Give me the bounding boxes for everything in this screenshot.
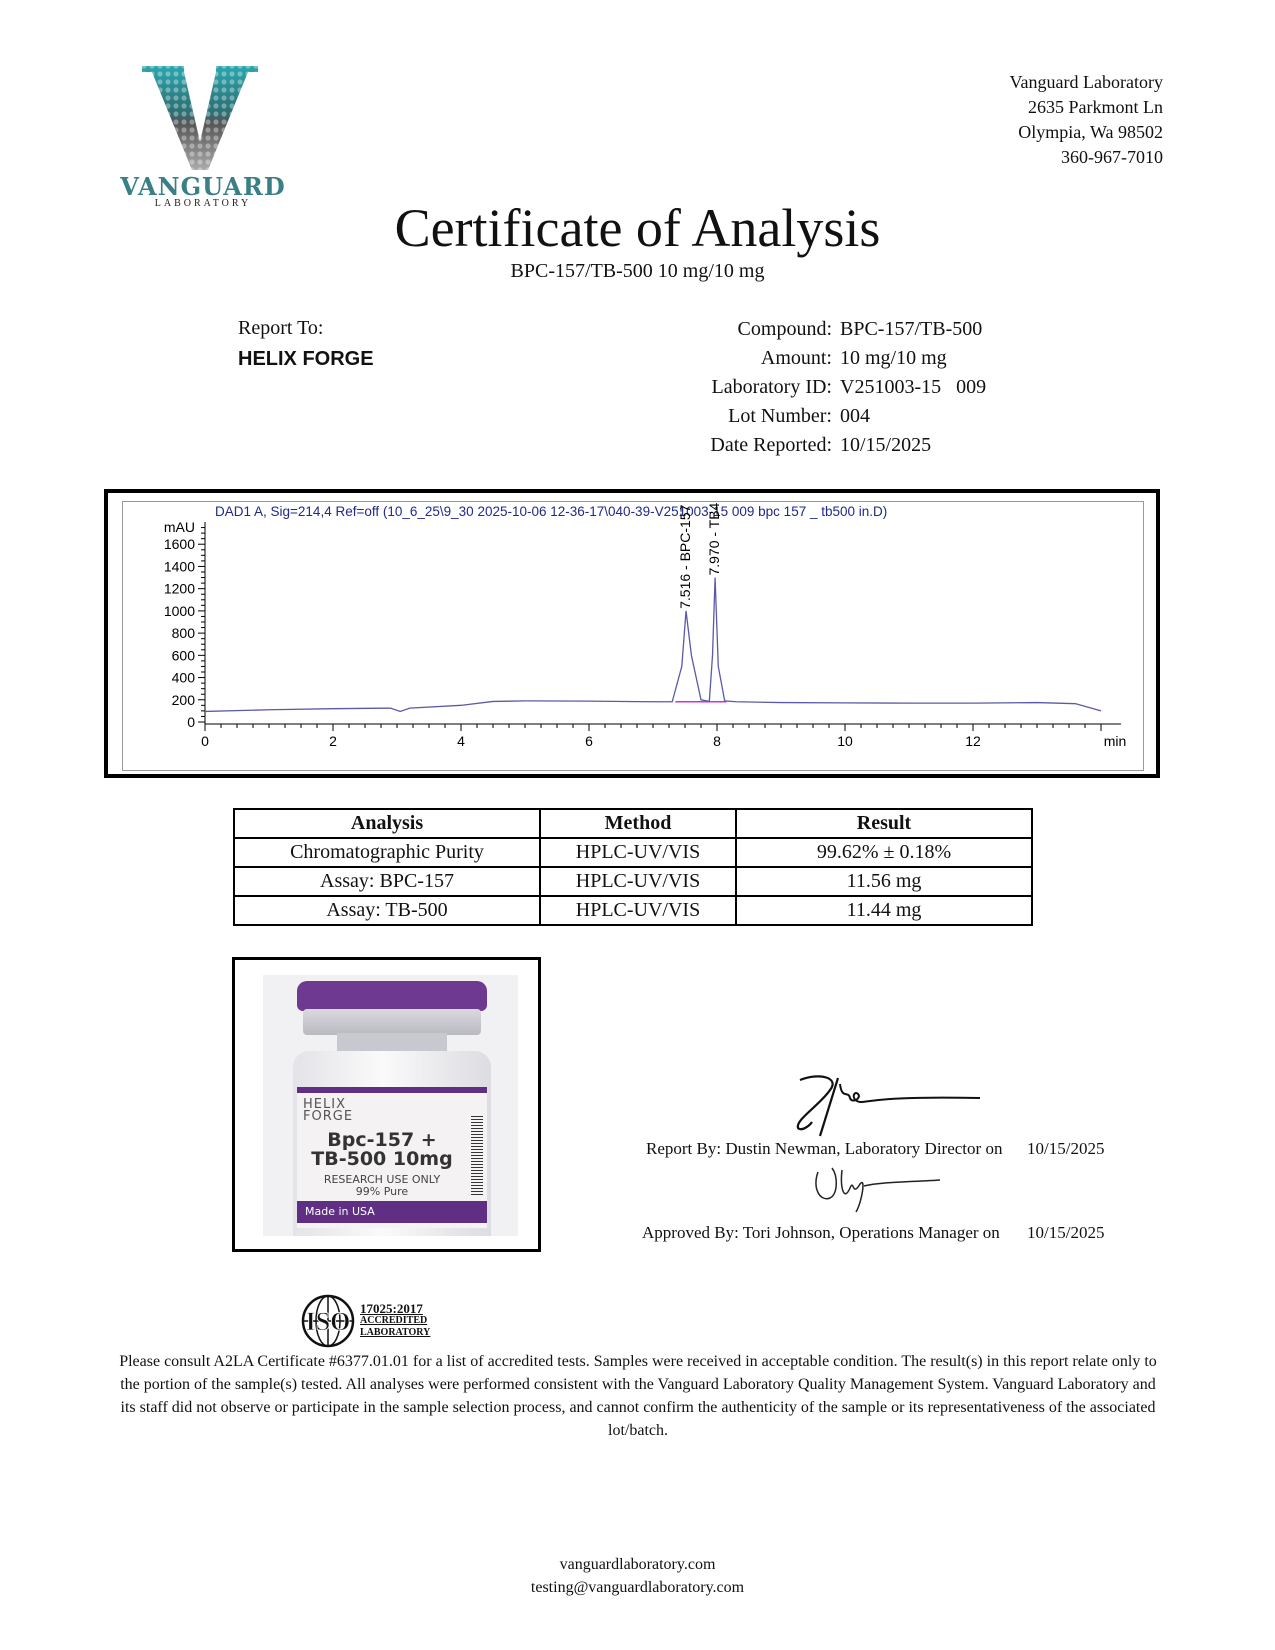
svg-text:1000: 1000 (163, 602, 195, 619)
product-line-1: Bpc-157 + (327, 1129, 437, 1151)
iso-laboratory: LABORATORY (360, 1327, 431, 1338)
meta-value: V251003-15 009 (840, 376, 987, 398)
vial-cap (297, 981, 487, 1011)
product-photo-frame (232, 957, 541, 1252)
lab-phone: 360-967-7010 (1061, 147, 1163, 167)
meta-row-date-reported (600, 431, 986, 460)
svg-text:1400: 1400 (163, 558, 195, 575)
table-header-row (234, 809, 1032, 838)
signature-dustin-newman-icon (790, 1070, 990, 1140)
table-row (234, 838, 1032, 867)
svg-text:7.516 - BPC-157: 7.516 - BPC-157 (677, 504, 694, 609)
meta-value: 10/15/2025 (840, 434, 932, 456)
label-product (297, 1131, 467, 1169)
approved-by-text: Approved By: Tori Johnson, Operations Manager on (642, 1223, 1000, 1242)
footer-email: testing@vanguardlaboratory.com (530, 1579, 745, 1596)
meta-value: 10 mg/10 mg (840, 347, 947, 369)
footer (0, 1553, 1275, 1599)
page-subtitle: BPC-157/TB-500 10 mg/10 mg (510, 260, 765, 282)
approved-date: 10/15/2025 (1027, 1223, 1105, 1242)
cell-method: HPLC-UV/VIS (540, 867, 736, 896)
svg-text:1600: 1600 (163, 536, 195, 553)
chromatogram-plot (123, 502, 1143, 770)
signature-tori-johnson-icon (810, 1158, 950, 1218)
iso-standard: 17025:2017 (360, 1301, 423, 1316)
svg-text:400: 400 (171, 669, 195, 686)
svg-text:12: 12 (965, 733, 981, 749)
cell-method: HPLC-UV/VIS (540, 896, 736, 925)
meta-row-lot-number (600, 402, 986, 431)
meta-row-amount (600, 344, 986, 373)
svg-text:200: 200 (171, 691, 195, 708)
table-row (234, 867, 1032, 896)
cell-analysis: Chromatographic Purity (234, 838, 540, 867)
cell-result: 11.44 mg (736, 896, 1032, 925)
cell-analysis: Assay: TB-500 (234, 896, 540, 925)
disclaimer: Please consult A2LA Certificate #6377.01.01 for a list of accredited tests. Samples were received in acceptable condition. The result(s) in this report relate only to the portion of the sample(s) tested. All analyses were performed consistent with the Vanguard Laboratory Quality Management System. Vanguard Laboratory and its staff did not observe or participate in the sample selection process, and cannot confirm the authenticity of the sample or its representativeness of the associated lot/batch. (119, 1353, 1157, 1439)
logo-subtext: LABORATORY (154, 198, 252, 209)
svg-text:10: 10 (837, 733, 853, 749)
lab-address (1010, 70, 1163, 170)
svg-text:0: 0 (187, 714, 195, 730)
lab-name: Vanguard Laboratory (1009, 72, 1163, 92)
cell-method: HPLC-UV/VIS (540, 838, 736, 867)
product-line-2: TB-500 10mg (311, 1148, 453, 1170)
vial-neck (337, 1033, 447, 1053)
logo-v-icon (140, 62, 260, 174)
footer-website: vanguardlaboratory.com (559, 1556, 716, 1573)
svg-text:min: min (1103, 733, 1127, 749)
meta-row-compound (600, 315, 986, 344)
barcode-icon (471, 1115, 483, 1195)
header-method: Method (540, 809, 736, 838)
label-made-in: Made in USA (305, 1205, 375, 1218)
iso-accredited: ACCREDITED (360, 1315, 428, 1326)
svg-text:4: 4 (457, 733, 465, 749)
svg-text:2: 2 (329, 733, 337, 749)
svg-text:1200: 1200 (163, 580, 195, 597)
results-table (233, 808, 1033, 926)
label-brand (303, 1099, 353, 1123)
report-by-text: Report By: Dustin Newman, Laboratory Director on (646, 1139, 1003, 1158)
client-name: HELIX FORGE (238, 348, 374, 370)
lab-street: 2635 Parkmont Ln (1028, 97, 1163, 117)
sample-details (600, 315, 986, 460)
meta-label: Compound: (737, 318, 832, 340)
svg-text:6: 6 (585, 733, 593, 749)
cell-result: 99.62% ± 0.18% (736, 838, 1032, 867)
header-analysis: Analysis (234, 809, 540, 838)
iso-text (360, 1303, 430, 1339)
lab-city: Olympia, Wa 98502 (1018, 122, 1163, 142)
cell-analysis: Assay: BPC-157 (234, 867, 540, 896)
label-band (297, 1201, 487, 1223)
logo-wordmark: VANGUARD (120, 172, 286, 201)
label-purity: 99% Pure (355, 1185, 409, 1198)
product-vial-image (263, 975, 518, 1236)
svg-text:800: 800 (171, 625, 195, 642)
vial-label (297, 1087, 487, 1228)
report-date: 10/15/2025 (1027, 1139, 1105, 1158)
brand-line-1: HELIX (303, 1097, 346, 1112)
chromatogram-title: DAD1 A, Sig=214,4 Ref=off (10_6_25\9_30 2025-10-06 12-36-17\040-39-V251003-15 009 bpc 157 _ tb500 in.D) (215, 504, 888, 519)
meta-row-laboratory-id (600, 373, 986, 402)
iso-accreditation-badge (300, 1293, 430, 1349)
chromatogram (122, 501, 1144, 771)
meta-value: BPC-157/TB-500 (840, 318, 983, 340)
page-title: Certificate of Analysis (394, 198, 881, 258)
svg-text:mAU: mAU (163, 519, 195, 535)
header-result: Result (736, 809, 1032, 838)
meta-label: Laboratory ID: (711, 376, 832, 398)
report-to-label: Report To: (238, 317, 324, 339)
meta-value: 004 (840, 405, 870, 427)
svg-text:8: 8 (713, 733, 721, 749)
meta-label: Date Reported: (710, 434, 832, 456)
vial-crimp (303, 1009, 481, 1035)
cell-result: 11.56 mg (736, 867, 1032, 896)
meta-label: Amount: (760, 347, 832, 369)
chromatogram-frame (104, 489, 1160, 778)
iso-globe-icon (300, 1293, 356, 1349)
svg-text:ISO: ISO (305, 1307, 351, 1336)
label-ruo: RESEARCH USE ONLY (323, 1173, 441, 1186)
vanguard-logo (118, 62, 288, 209)
brand-line-2: FORGE (303, 1109, 354, 1124)
meta-label: Lot Number: (728, 405, 832, 427)
svg-text:0: 0 (201, 733, 209, 749)
svg-text:600: 600 (171, 647, 195, 664)
svg-text:7.970 - TB4: 7.970 - TB4 (706, 502, 723, 576)
table-row (234, 896, 1032, 925)
